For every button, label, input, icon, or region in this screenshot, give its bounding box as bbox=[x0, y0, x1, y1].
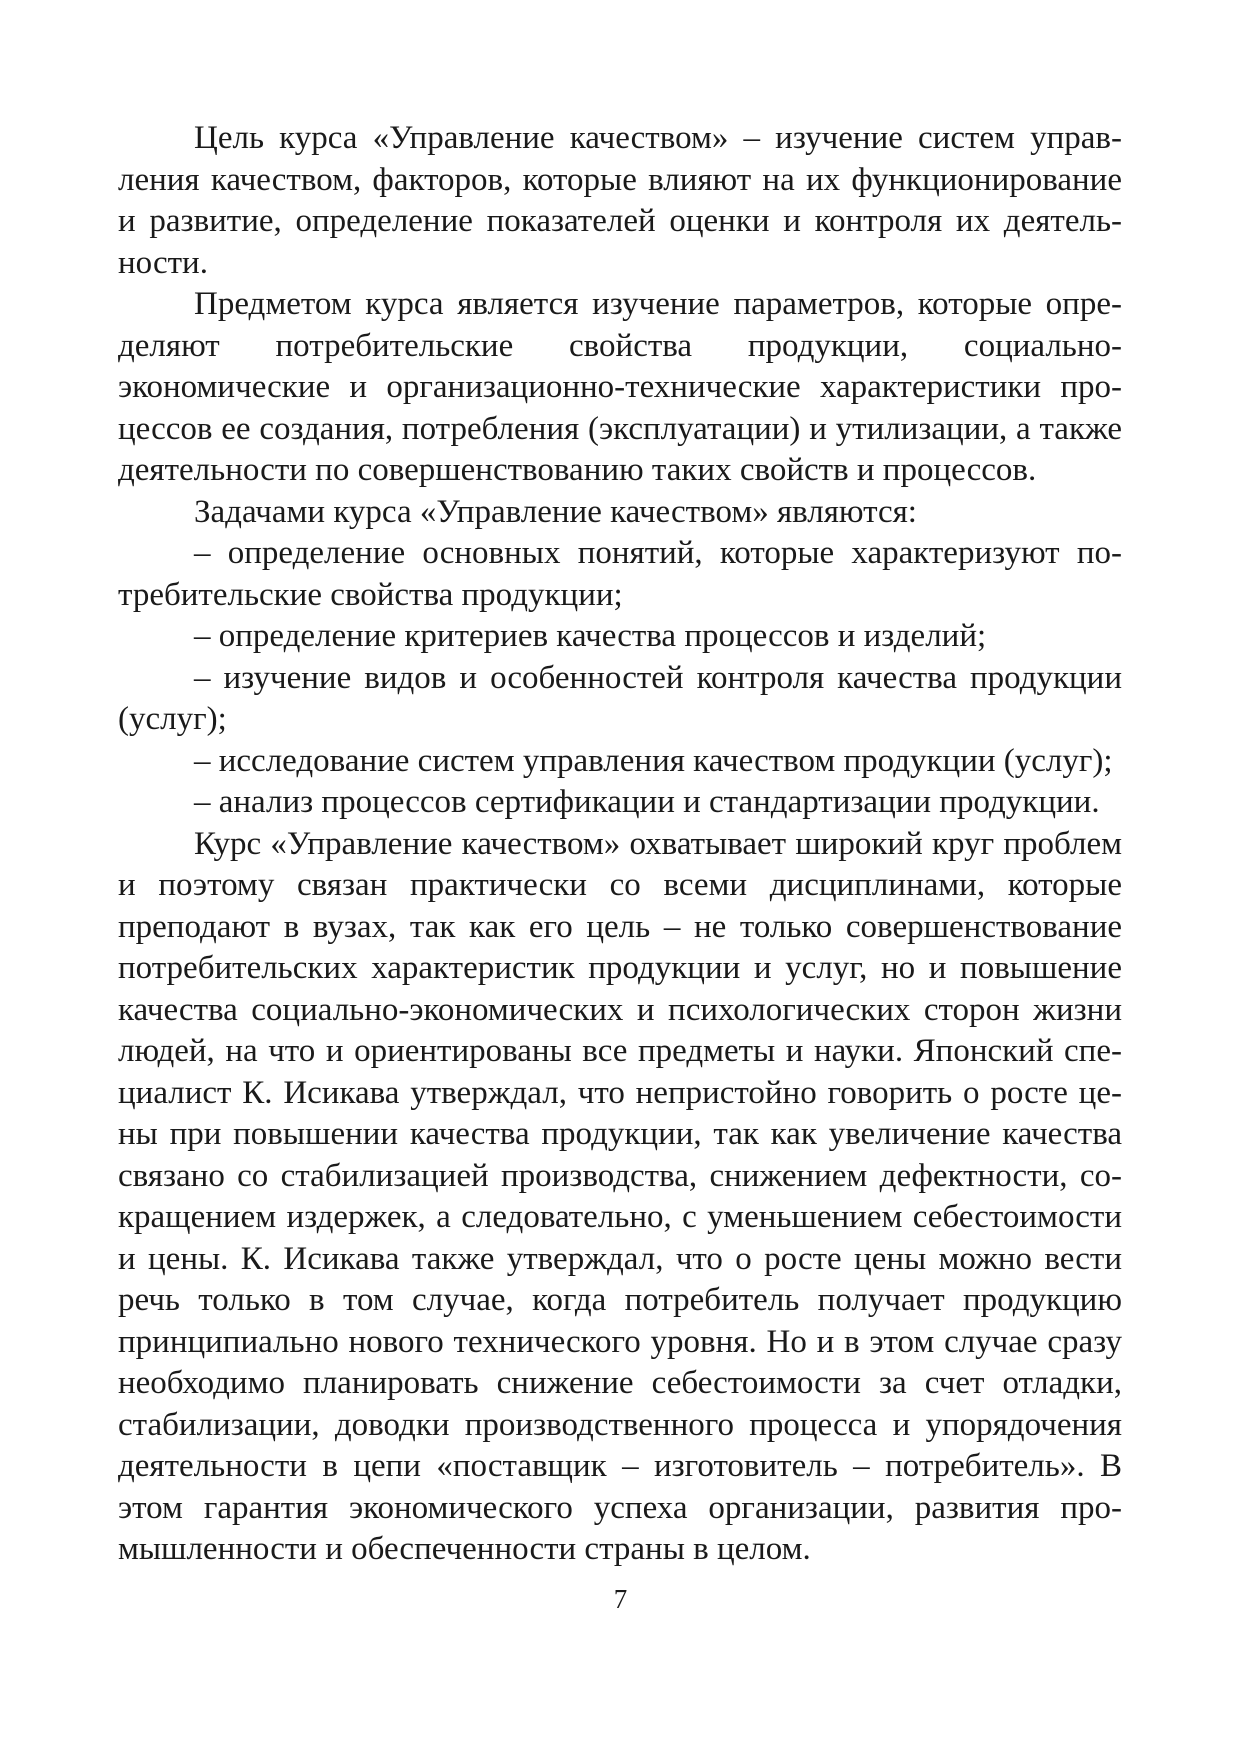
list-item-task-2: – определение критериев качества процессов и изделий; bbox=[194, 618, 987, 654]
list-item-task-4: – исследование систем управления качеством продукции (услуг); bbox=[194, 742, 1113, 779]
paragraph-course-scope: Курс «Управление качеством» охватывает широкий круг проблем и поэтому связан практически со всеми дисциплинами, которые преподают в вузах, так как его цель – не только совершенствование потребительских характеристик продукции и услуг, но и повышение качества социально-экономических и психологических сторон жизни людей, на что и ориентированы все предметы и науки. Японский специалист К. Исикава утверждал, что непристойно говорить о росте цены при повышении качества продукции, так как увеличение качества связано со стабилизацией производства, снижением дефектности, сокращением издержек, а следовательно, с уменьшением себестоимости и цены. К. Исикава также утверждал, что о росте цены можно вести речь только в том случае, когда потребитель получает продукцию принципиально нового технического уровня. Но и в этом случае сразу необходимо планировать снижение себестоимости за счет отладки, стабилизации, доводки производственного процесса и упорядочения деятельности в цепи «поставщик – изготовитель – потребитель». В этом гарантия экономического успеха организации, развития промышленности и обеспеченности страны в целом. bbox=[118, 825, 1122, 1567]
paragraph-course-goal: Цель курса «Управление качеством» – изучение систем управления качеством, факторов, которые влияют на их функционирование и развитие, определение показателей оценки и контроля их деятельности. bbox=[118, 120, 1122, 281]
page-body bbox=[118, 118, 1122, 1571]
list-item-task-5: – анализ процессов сертификации и стандартизации продукции. bbox=[194, 784, 1100, 820]
paragraph-course-tasks-intro: Задачами курса «Управление качеством» являются: bbox=[194, 493, 917, 530]
list-item-task-1: – определение основных понятий, которые характеризуют потребительские свойства продукции; bbox=[118, 535, 1122, 613]
paragraph-course-subject: Предметом курса является изучение параметров, которые определяют потребительские свойства продукции, социально-экономические и организационно-технические характеристики процессов ее создания, потребления (эксплуатации) и утилизации, а также деятельности по совершенствованию таких свойств и процессов. bbox=[118, 286, 1122, 488]
list-item-task-3: – изучение видов и особенностей контроля качества продукции (услуг); bbox=[118, 659, 1122, 737]
page-number: 7 bbox=[613, 1584, 628, 1614]
